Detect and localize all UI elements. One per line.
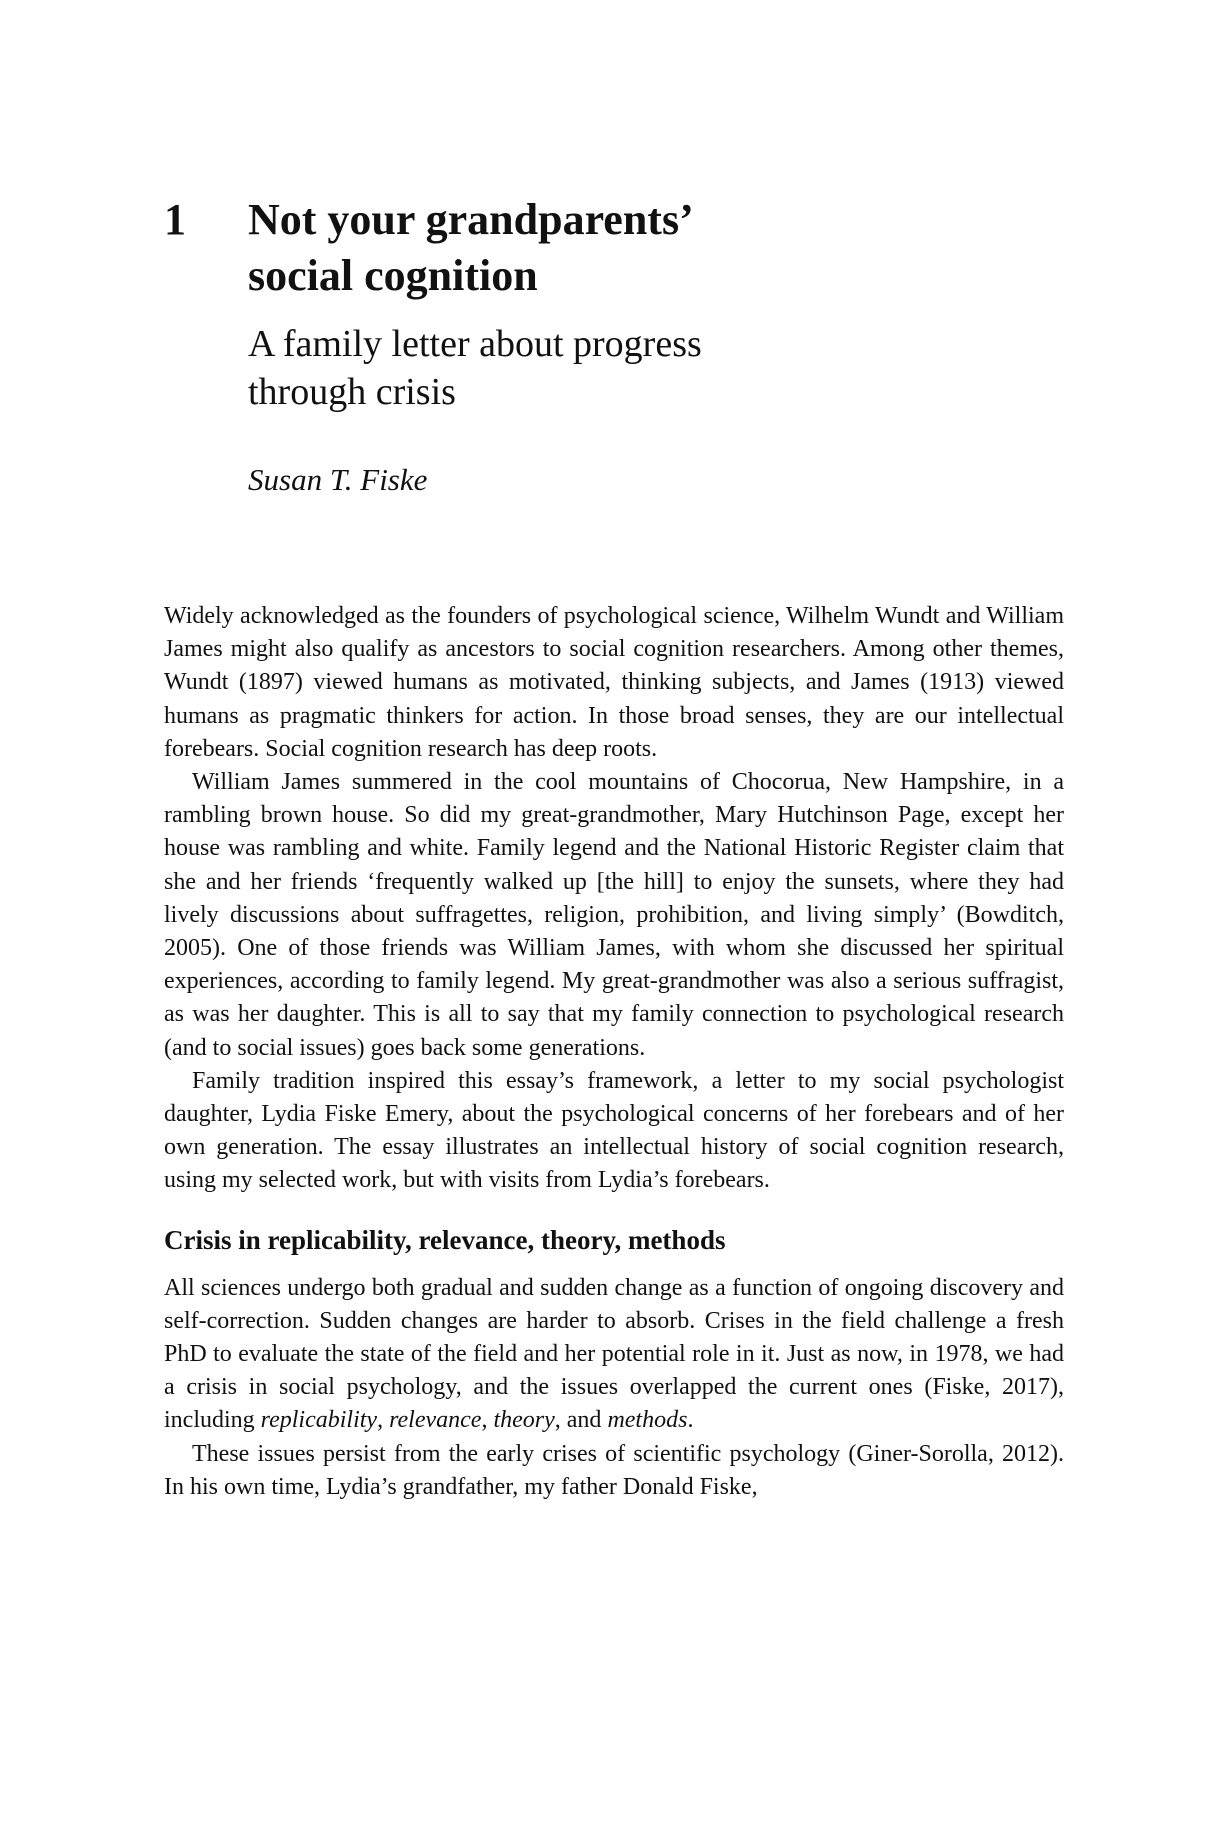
chapter-subtitle-line-1: A family letter about progress (248, 323, 702, 365)
body-text (164, 600, 1064, 1504)
chapter-number: 1 (164, 195, 186, 244)
section-paragraph-1: All sciences undergo both gradual and sudden change as a function of ongoing discovery and self-correction. Sudden changes are harder to absorb. Crises in the field challenge a fresh PhD to evaluate the state of the field and her potential role in it. Just as now, in 1978, we had a crisis in social psychology, and the issues overlapped the current ones (Fiske, 2017), including replicability, relevance, theory, and methods. (164, 1274, 1064, 1434)
body-paragraph-1: Widely acknowledged as the founders of psychological science, Wilhelm Wundt and William James might also qualify as ancestors to social cognition researchers. Among other themes, Wundt (1897) viewed humans as motivated, thinking subjects, and James (1913) viewed humans as pragmatic thinkers for action. In those broad senses, they are our intellectual forebears. Social cognition research has deep roots. (164, 603, 1064, 762)
chapter-title-line-2: social cognition (248, 251, 538, 300)
section-paragraph-2: These issues persist from the early crises of scientific psychology (Giner-Sorolla, 2012). In his own time, Lydia’s grandfather, my father Donald Fiske, (164, 1440, 1064, 1500)
body-paragraph-2: William James summered in the cool mountains of Chocorua, New Hampshire, in a rambling brown house. So did my great-grandmother, Mary Hutchinson Page, except her house was rambling and white. Family legend and the National Historic Register claim that she and her friends ‘frequently walked up [the hill] to enjoy the sunsets, where they had lively discussions about suffragettes, religion, prohibition, and living simply’ (Bowditch, 2005). One of those friends was William James, with whom she discussed her spiritual experiences, according to family legend. My great-grandmother was also a serious suffragist, as was her daughter. This is all to say that my family connection to psychological research (and to social issues) goes back some generations. (164, 769, 1064, 1061)
term-methods: methods (607, 1407, 688, 1434)
chapter-subtitle-line-2: through crisis (248, 371, 456, 413)
chapter-subtitle (248, 320, 948, 416)
term-theory: theory (493, 1407, 555, 1434)
section-paragraph-1-text: All sciences undergo both gradual and sudden change as a function of ongoing discovery and self-correction. Sudden changes are harder to absorb. Crises in the field challenge a fresh PhD to evaluate the state of the field and her potential role in it. Just as now, in 1978, we had a crisis in social psychology, and the issues overlapped the current ones (Fiske, 2017), including (164, 1274, 1064, 1434)
chapter-title (248, 192, 948, 304)
term-relevance: relevance (389, 1407, 482, 1434)
chapter-author: Susan T. Fiske (248, 462, 428, 497)
section-heading: Crisis in replicability, relevance, theory, methods (164, 1224, 726, 1255)
term-replicability: replicability (260, 1407, 378, 1434)
chapter-title-line-1: Not your grandparents’ (248, 195, 694, 244)
body-paragraph-3: Family tradition inspired this essay’s framework, a letter to my social psychologist daughter, Lydia Fiske Emery, about the psychological concerns of her forebears and of her own generation. The essay illustrates an intellectual history of social cognition research, using my selected work, but with visits from Lydia’s forebears. (164, 1067, 1064, 1194)
